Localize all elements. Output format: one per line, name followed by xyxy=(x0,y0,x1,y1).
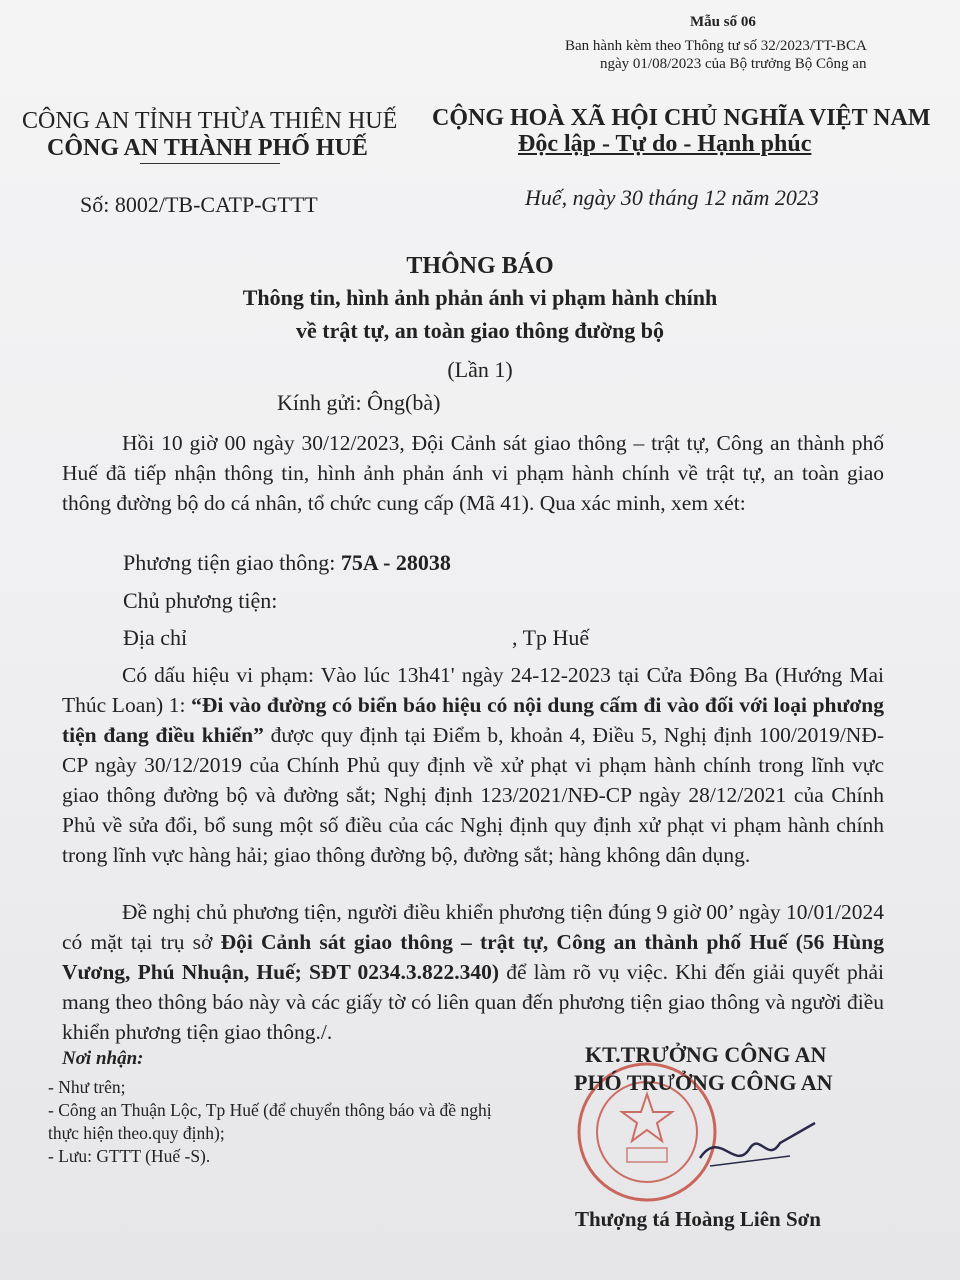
violation-intro: Có dấu hiệu vi phạm: Vào lúc 13h41' ngày 24-12-2023 tại Cửa Đông Ba (Hướng Mai Thúc Loan) 1: xyxy=(62,663,884,717)
agency-parent: CÔNG AN TỈNH THỪA THIÊN HUẾ xyxy=(22,108,398,134)
notice-count: (Lần 1) xyxy=(447,357,513,382)
signature-authority: KT.TRƯỞNG CÔNG AN xyxy=(585,1042,827,1067)
violation-legal-basis: được quy định tại Điểm b, khoản 4, Điều 5, Nghị định 100/2019/NĐ-CP ngày 30/12/2019 của Chính Phủ quy định về xử phạt vi phạm hành chính trong lĩnh vực giao thông đường bộ và đường sắt; Nghị định 123/2021/NĐ-CP ngày 28/12/2021 của Chính Phủ về sửa đổi, bổ sung một số điều của các Nghị định quy định xử phạt vi phạm hành chính trong lĩnh vực hàng hải; giao thông đường bộ, đường sắt; hàng không dân dụng. xyxy=(62,723,884,867)
agency-name: CÔNG AN THÀNH PHỐ HUẾ xyxy=(47,135,368,161)
request-intro: Đề nghị chủ phương tiện, người điều khiển phương tiện đúng 9 giờ 00’ ngày 10/01/2024 có mặt tại trụ sở xyxy=(62,900,884,954)
handwritten-signature xyxy=(690,1118,820,1178)
vehicle-label: Phương tiện giao thông: xyxy=(123,550,341,575)
motto: Độc lập - Tự do - Hạnh phúc xyxy=(518,131,812,157)
recipients-heading: Nơi nhận: xyxy=(62,1048,144,1069)
document-subtitle-1: Thông tin, hình ảnh phản ánh vi phạm hành chính xyxy=(242,285,718,310)
recipient-item: - Như trên; xyxy=(48,1077,126,1097)
nation-title: CỘNG HOÀ XÃ HỘI CHỦ NGHĨA VIỆT NAM xyxy=(432,105,931,131)
request-paragraph xyxy=(62,897,884,1047)
request-office: Đội Cảnh sát giao thông – trật tự, Công an thành phố Huế (56 Hùng Vương, Phú Nhuận, Huế; SĐT 0234.3.822.340) xyxy=(62,930,884,984)
document-title: THÔNG BÁO xyxy=(406,253,554,279)
signer-name: Thượng tá Hoàng Liên Sơn xyxy=(575,1207,821,1231)
address-city: , Tp Huế xyxy=(512,625,590,650)
request-rest: để làm rõ vụ việc. Khi đến giải quyết phải mang theo thông báo này và các giấy tờ có liên quan đến phương tiện giao thông và người điều khiển phương tiện giao thông./. xyxy=(62,960,884,1044)
form-number: Mẫu số 06 xyxy=(690,14,756,30)
form-issuance-line2: ngày 01/08/2023 của Bộ trưởng Bộ Công an xyxy=(600,56,867,72)
signature-position: PHÓ TRƯỞNG CÔNG AN xyxy=(574,1070,833,1095)
intro-paragraph: Hồi 10 giờ 00 ngày 30/12/2023, Đội Cảnh sát giao thông – trật tự, Công an thành phố Huế đã tiếp nhận thông tin, hình ảnh phản ánh vi phạm hành chính về trật tự, an toàn giao thông đường bộ do cá nhân, tổ chức cung cấp (Mã 41). Qua xác minh, xem xét: xyxy=(62,431,884,515)
violation-description: “Đi vào đường có biển báo hiệu có nội dung cấm đi vào đối với loại phương tiện đang điều khiển” xyxy=(62,693,884,747)
form-issuance-line1: Ban hành kèm theo Thông tư số 32/2023/TT-BCA xyxy=(565,38,867,54)
salutation: Kính gửi: Ông(bà) xyxy=(277,390,441,415)
document-subtitle-2: về trật tự, an toàn giao thông đường bộ xyxy=(295,318,664,343)
address-label: Địa chỉ xyxy=(123,625,188,650)
owner-label: Chủ phương tiện: xyxy=(123,588,278,613)
vehicle-plate: 75A - 28038 xyxy=(340,550,451,575)
violation-paragraph xyxy=(62,660,884,870)
vehicle-line xyxy=(123,550,451,576)
recipient-item: - Công an Thuận Lộc, Tp Huế (để chuyển thông báo và đề nghị thực hiện theo.quy định); xyxy=(48,1100,492,1143)
agency-underline xyxy=(140,163,280,164)
document-number: Số: 8002/TB-CATP-GTTT xyxy=(80,192,318,217)
recipient-item: - Lưu: GTTT (Huế -S). xyxy=(48,1146,211,1166)
place-date: Huế, ngày 30 tháng 12 năm 2023 xyxy=(525,185,819,210)
